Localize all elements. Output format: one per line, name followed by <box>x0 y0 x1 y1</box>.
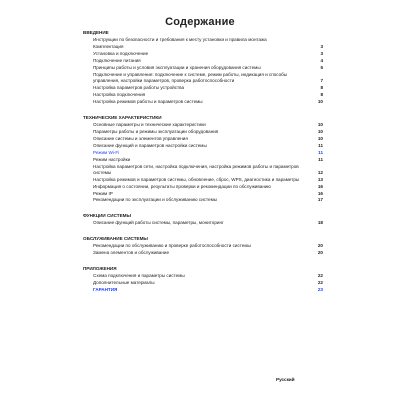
toc-entry[interactable] <box>83 150 323 156</box>
toc-entry <box>83 191 323 197</box>
toc-entry-text: Настройка параметров сети, настройка подключения, настройка режимов работы и параметров системы <box>93 163 299 175</box>
toc-entry-text: Установка и подключение <box>93 51 149 57</box>
toc-entry <box>83 164 323 176</box>
toc-entry[interactable] <box>83 287 323 293</box>
toc-entry <box>83 157 323 163</box>
toc-entry-page: 13 <box>317 176 323 182</box>
toc-entry-text: Комплектация <box>93 44 124 50</box>
page-footer: Русский <box>276 377 295 382</box>
toc-entry <box>83 44 323 50</box>
toc-entry-text: Подключение питания <box>93 58 141 64</box>
toc-entry-page: 7 <box>320 77 323 83</box>
toc-entry-text[interactable]: ГАРАНТИЯ <box>93 287 118 293</box>
toc-entry <box>83 184 323 190</box>
toc-entry <box>83 197 323 203</box>
toc-entry <box>83 243 323 249</box>
toc-entry-text: Настройка параметров работы устройства <box>93 84 185 90</box>
toc-entry-text: Замена элементов и обслуживание <box>93 250 170 256</box>
toc-entry-text: Информация о состоянии, результаты проверки и рекомендации по обслуживанию <box>93 183 271 189</box>
toc-entry-text: Принципы работы и условия эксплуатации и хранения оборудования системы <box>93 65 261 71</box>
toc-entry <box>83 143 323 149</box>
toc-entry-page: 10 <box>317 98 323 104</box>
toc-entry-text: Настройка режимов работы и параметров системы <box>93 98 203 104</box>
toc-entry-page: 3 <box>320 51 323 57</box>
toc-entry-text: Подключение и управление: подключение к системе, режим работы, индикация и способы управления, настройки параметров, проверка работоспособности <box>93 72 288 83</box>
toc-section-heading: ВВЕДЕНИЕ <box>83 30 109 35</box>
toc-entry-text: Настройка режимов и параметров системы, обновление, сброс, WPS, диагностика и параметры <box>93 176 300 182</box>
toc-entry-text: Рекомендации по обслуживанию и проверке работоспособности системы <box>93 243 251 249</box>
toc-entry-page: 17 <box>317 197 323 203</box>
toc-entry-text: Режим IP <box>93 190 113 196</box>
toc-entry-page: 3 <box>320 44 323 50</box>
toc-section-heading: ПРИЛОЖЕНИЯ <box>83 266 117 272</box>
toc-entry-page: 22 <box>317 273 323 279</box>
toc-entry-text: Инструкции по безопасности и требования к месту установки и правила монтажа <box>93 37 267 43</box>
table-of-contents <box>83 30 323 293</box>
toc-entry-text: Настройка подключения <box>93 91 146 97</box>
toc-entry <box>83 220 323 226</box>
toc-entry-text: Схема подключения и параметры системы <box>93 273 185 279</box>
toc-entry <box>83 65 323 71</box>
toc-entry-page: 11 <box>318 149 323 155</box>
toc-entry <box>83 99 323 105</box>
toc-entry-page: 18 <box>317 220 323 226</box>
toc-entry-text: Описание функций работы системы, параметры, мониторинг <box>93 220 224 226</box>
toc-entry-page: 10 <box>317 135 323 141</box>
toc-entry-page: 8 <box>320 84 323 90</box>
toc-entry <box>83 72 323 84</box>
toc-entry-page: 23 <box>317 287 323 293</box>
toc-entry <box>83 250 323 256</box>
toc-entry <box>83 92 323 98</box>
toc-entry <box>83 51 323 57</box>
toc-entry <box>83 177 323 183</box>
toc-entry-page: 11 <box>318 142 323 148</box>
toc-section-heading: ФУНКЦИИ СИСТЕМЫ <box>83 213 131 219</box>
toc-entry <box>83 58 323 64</box>
toc-entry-page: 11 <box>318 156 323 162</box>
toc-entry-page: 10 <box>317 128 323 134</box>
toc-entry-page: 22 <box>317 280 323 286</box>
toc-entry-text: Дополнительные материалы <box>93 280 155 286</box>
toc-entry-page: 16 <box>317 190 323 196</box>
toc-entry <box>83 136 323 142</box>
toc-entry <box>83 129 323 135</box>
toc-entry-page: 4 <box>320 58 323 64</box>
page-title: Содержание <box>165 16 235 28</box>
toc-entry-text: Основные параметры и технические характеристики <box>93 121 206 127</box>
toc-entry-page: 8 <box>320 91 323 97</box>
toc-entry <box>83 273 323 279</box>
toc-entry-page: 20 <box>317 243 323 249</box>
toc-entry-page: 10 <box>317 121 323 127</box>
toc-entry-page: 12 <box>317 169 323 175</box>
toc-entry-text: Параметры работы и режимы эксплуатации оборудования <box>93 128 219 134</box>
toc-entry-text: Описание системы и элементов управления <box>93 135 188 141</box>
toc-entry-text[interactable]: Режим Wi-Fi <box>93 149 120 155</box>
toc-entry <box>83 85 323 91</box>
toc-entry <box>83 280 323 286</box>
toc-section-heading: ОБСЛУЖИВАНИЕ СИСТЕМЫ <box>83 236 148 242</box>
toc-entry-text: Режим настройки <box>93 156 131 162</box>
toc-entry-text: Рекомендации по эксплуатации и обслуживанию системы <box>93 197 218 203</box>
toc-entry-page: 16 <box>317 183 323 189</box>
toc-entry-page: 20 <box>317 250 323 256</box>
toc-entry <box>83 37 323 43</box>
toc-entry-page: 5 <box>320 65 323 71</box>
toc-entry-text: Описание функций и параметров настройки системы <box>93 142 207 148</box>
toc-section-heading: ТЕХНИЧЕСКИЕ ХАРАКТЕРИСТИКИ <box>83 114 162 120</box>
toc-entry <box>83 122 323 128</box>
